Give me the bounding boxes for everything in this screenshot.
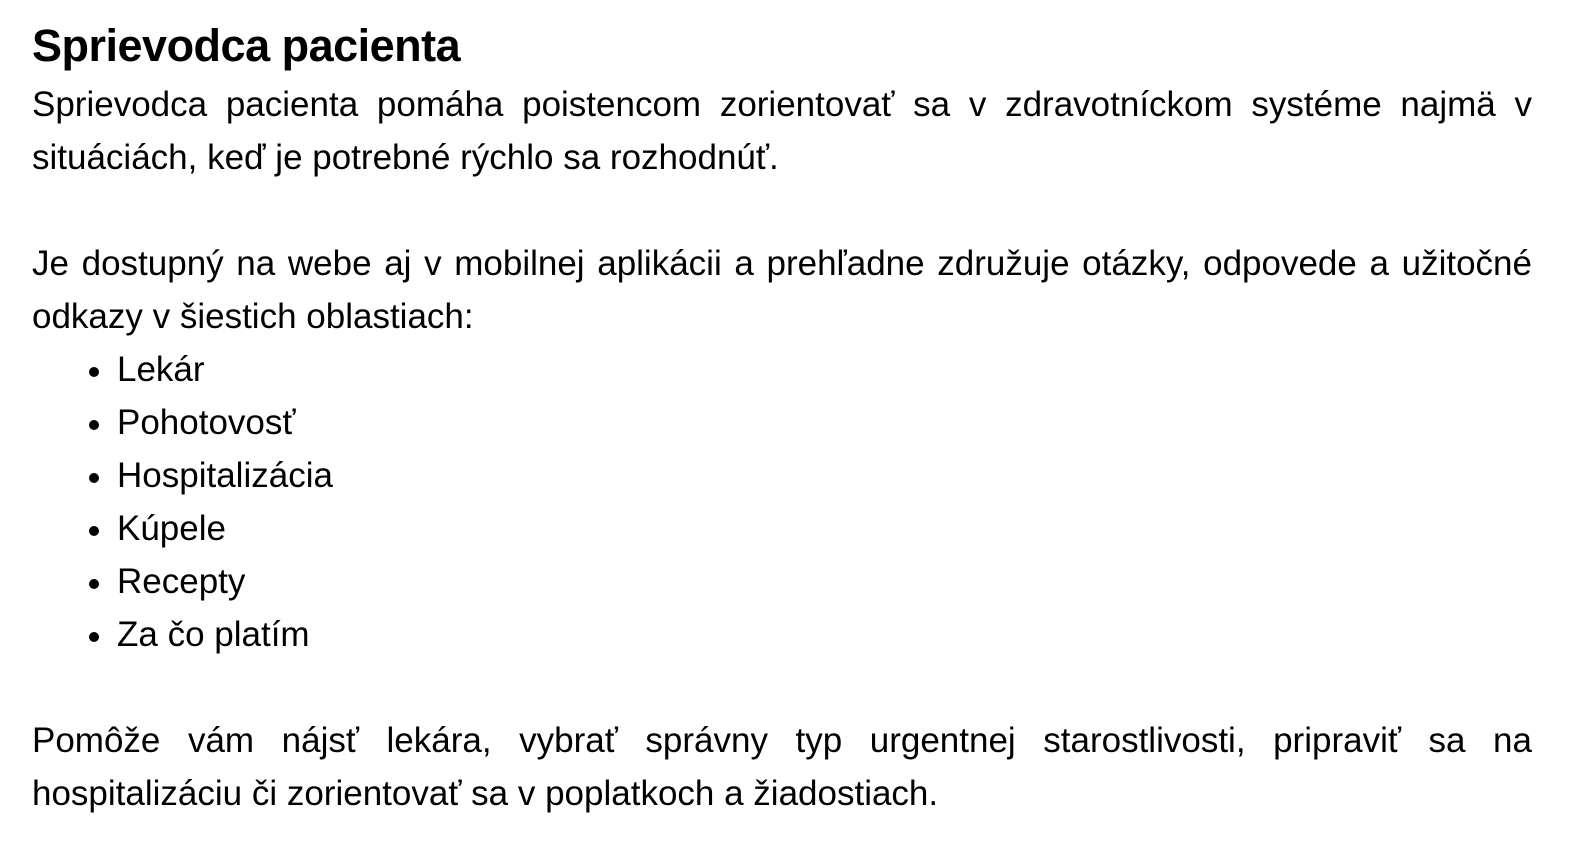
intro-paragraph: Sprievodca pacienta pomáha poistencom zorientovať sa v zdravotníckom systéme najmä v situáciách, keď je potrebné rýchlo sa rozhodnúť. [32, 85, 1532, 177]
list-item-label: Za čo platím [117, 615, 310, 654]
list-item-recepty [86, 555, 1532, 608]
bullet-icon [89, 632, 99, 642]
list-item-pohotovost [86, 396, 1532, 449]
bullet-icon [89, 367, 99, 377]
list-item-kupele [86, 502, 1532, 555]
list-item-hospitalizacia [86, 449, 1532, 502]
benefits-paragraph: Pomôže vám nájsť lekára, vybrať správny typ urgentnej starostlivosti, pripraviť sa na hospitalizáciu či zorientovať sa v poplatkoch a žiadostiach. [32, 721, 1532, 813]
paragraph-spacer [32, 661, 1532, 714]
document-title: Sprievodca pacienta [32, 20, 461, 71]
bullet-icon [89, 473, 99, 483]
list-item-za-co-platim [86, 608, 1532, 661]
availability-paragraph: Je dostupný na webe aj v mobilnej aplikácii a prehľadne združuje otázky, odpovede a užitočné odkazy v šiestich oblastiach: [32, 244, 1532, 336]
list-item-label: Hospitalizácia [117, 456, 333, 495]
paragraph-spacer [32, 184, 1532, 237]
list-item-label: Pohotovosť [117, 403, 296, 442]
areas-list [32, 343, 1532, 661]
list-item-lekar [86, 343, 1532, 396]
document [32, 14, 1532, 820]
list-item-label: Kúpele [117, 509, 226, 548]
bullet-icon [89, 420, 99, 430]
list-item-label: Lekár [117, 350, 205, 389]
bullet-icon [89, 579, 99, 589]
list-item-label: Recepty [117, 562, 246, 601]
bullet-icon [89, 526, 99, 536]
